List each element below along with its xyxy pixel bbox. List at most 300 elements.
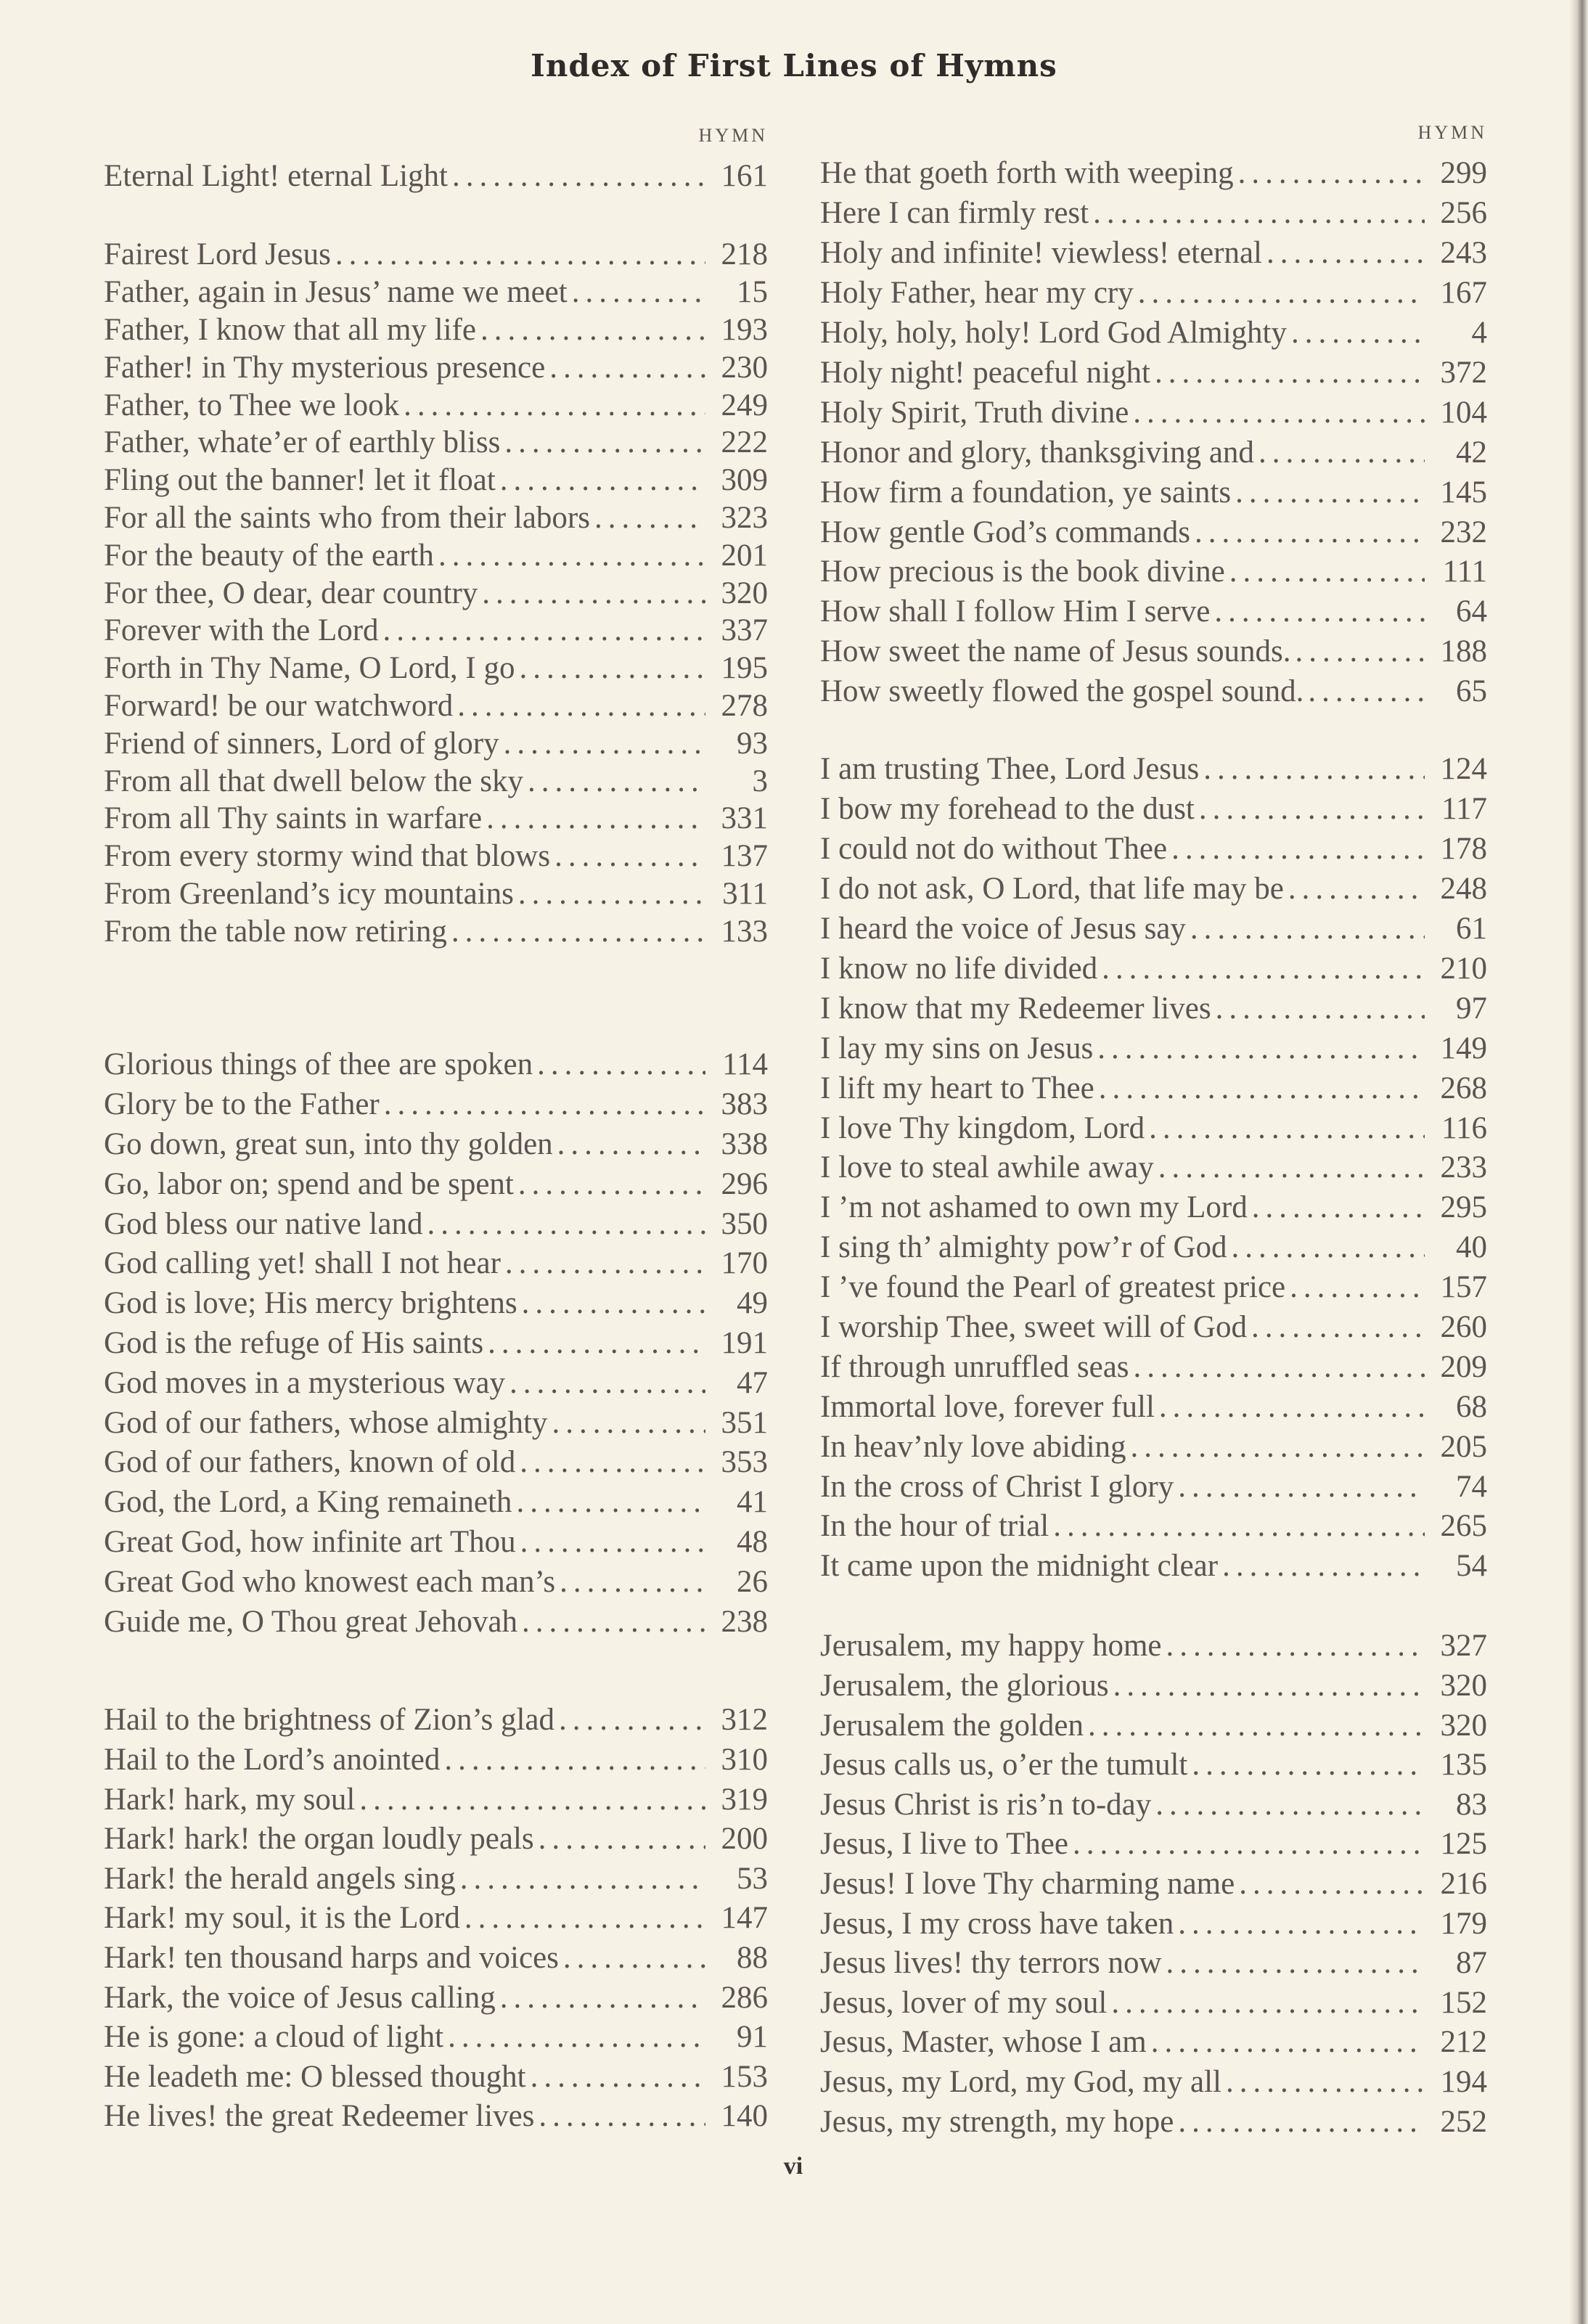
dot-leader bbox=[1109, 1668, 1425, 1703]
first-line: Glory be to the Father bbox=[104, 1087, 380, 1122]
first-line: Hark! my soul, it is the Lord bbox=[104, 1901, 460, 1936]
first-line: Jesus lives! thy terrors now bbox=[820, 1946, 1162, 1981]
index-entry bbox=[820, 1147, 1487, 1187]
index-entry bbox=[820, 512, 1487, 552]
hymn-number: 48 bbox=[737, 1525, 768, 1560]
hymn-number: 312 bbox=[721, 1703, 768, 1738]
index-entry bbox=[104, 1244, 768, 1284]
index-entry bbox=[820, 1546, 1487, 1586]
index-entry bbox=[820, 631, 1487, 671]
index-entry bbox=[820, 1307, 1487, 1347]
first-line: Jesus, Master, whose I am bbox=[820, 2025, 1147, 2060]
index-entry bbox=[104, 1522, 768, 1562]
first-line: God moves in a mysterious way bbox=[104, 1365, 505, 1400]
index-entry bbox=[104, 424, 768, 462]
dot-leader bbox=[1134, 275, 1425, 311]
hymn-number: 310 bbox=[721, 1743, 768, 1777]
index-entry bbox=[820, 1706, 1487, 1746]
first-line: Jesus, I live to Thee bbox=[820, 1827, 1068, 1862]
first-line: Immortal love, forever full bbox=[820, 1389, 1155, 1424]
index-entry bbox=[104, 875, 768, 913]
hymn-number: 140 bbox=[721, 2099, 768, 2134]
first-line: For all the saints who from their labors bbox=[104, 501, 590, 536]
dot-leader bbox=[547, 1405, 705, 1441]
first-line: Jesus Christ is ris’n to-day bbox=[820, 1787, 1152, 1822]
hymn-number: 41 bbox=[737, 1485, 768, 1520]
index-entry bbox=[820, 592, 1487, 631]
index-entry bbox=[104, 386, 768, 424]
dot-leader bbox=[514, 876, 705, 912]
dot-leader bbox=[515, 650, 706, 686]
hymn-number: 179 bbox=[1440, 1906, 1487, 1941]
hymn-number: 54 bbox=[1456, 1549, 1487, 1584]
hymn-number: 372 bbox=[1440, 355, 1487, 390]
dot-leader bbox=[559, 1940, 705, 1976]
dot-leader bbox=[399, 388, 705, 423]
dot-leader bbox=[1199, 751, 1425, 787]
hymn-number: 49 bbox=[737, 1286, 768, 1321]
hymn-number: 256 bbox=[1440, 196, 1487, 231]
index-entry bbox=[104, 612, 768, 650]
hymn-number: 216 bbox=[1440, 1867, 1487, 1902]
dot-leader bbox=[517, 1604, 705, 1640]
index-entry bbox=[820, 1028, 1487, 1068]
first-line: How sweet the name of Jesus sounds. bbox=[820, 634, 1291, 669]
hymn-number: 191 bbox=[721, 1326, 768, 1361]
index-entry bbox=[104, 1602, 768, 1642]
first-line: Jerusalem, my happy home bbox=[820, 1629, 1162, 1664]
index-entry bbox=[104, 1482, 768, 1522]
first-line: In the cross of Christ I glory bbox=[820, 1469, 1174, 1504]
hymn-number: 153 bbox=[721, 2059, 768, 2094]
first-line: In heav’nly love abiding bbox=[820, 1429, 1126, 1464]
first-line: From all that dwell below the sky bbox=[104, 764, 524, 798]
hymn-number: 167 bbox=[1440, 276, 1487, 311]
dot-leader bbox=[1187, 1747, 1425, 1783]
hymn-number: 320 bbox=[1440, 1669, 1487, 1703]
hymn-number: 311 bbox=[722, 877, 768, 912]
first-line: Holy and infinite! viewless! eternal bbox=[820, 236, 1262, 271]
page-edge bbox=[1569, 0, 1588, 2324]
hymn-number: 65 bbox=[1456, 674, 1487, 709]
first-line: God calling yet! shall I not hear bbox=[104, 1246, 501, 1281]
dot-leader bbox=[590, 500, 705, 536]
hymn-number: 265 bbox=[1440, 1509, 1487, 1544]
first-line: Jerusalem the golden bbox=[820, 1708, 1084, 1743]
index-entry bbox=[820, 671, 1487, 711]
hymn-number: 125 bbox=[1440, 1827, 1487, 1862]
dot-leader bbox=[1227, 1229, 1425, 1265]
hymn-number: 117 bbox=[1441, 792, 1487, 827]
first-line: I do not ask, O Lord, that life may be bbox=[820, 872, 1284, 907]
hymn-number: 309 bbox=[721, 463, 768, 498]
dot-leader bbox=[478, 576, 705, 611]
index-entry bbox=[820, 154, 1487, 194]
dot-leader bbox=[499, 726, 705, 761]
first-line: I ’ve found the Pearl of greatest price bbox=[820, 1270, 1286, 1305]
dot-leader bbox=[443, 2019, 705, 2055]
index-entry bbox=[104, 157, 768, 197]
index-entry bbox=[820, 1187, 1487, 1227]
first-line: Father, whate’er of earthly bliss bbox=[104, 425, 501, 460]
index-entry bbox=[820, 233, 1487, 273]
dot-leader bbox=[545, 350, 705, 385]
dot-leader bbox=[331, 237, 705, 272]
hymn-number: 249 bbox=[721, 388, 768, 422]
first-line: Forever with the Lord bbox=[104, 613, 379, 648]
index-entry bbox=[104, 1859, 768, 1899]
hymn-number: 170 bbox=[721, 1246, 768, 1281]
first-line: Holy, holy, holy! Lord God Almighty bbox=[820, 316, 1287, 351]
index-entry bbox=[820, 1227, 1487, 1267]
hymn-number: 286 bbox=[721, 1980, 768, 2015]
hymn-number: 353 bbox=[721, 1445, 768, 1480]
index-group-i bbox=[820, 750, 1487, 1587]
index-entry bbox=[104, 1283, 768, 1323]
dot-leader bbox=[526, 2059, 705, 2095]
index-entry bbox=[104, 2097, 768, 2137]
first-line: Hail to the Lord’s anointed bbox=[104, 1743, 441, 1777]
dot-leader bbox=[1303, 674, 1425, 709]
dot-leader bbox=[1068, 1826, 1425, 1862]
hymn-number: 233 bbox=[1440, 1150, 1487, 1185]
index-entry bbox=[820, 909, 1487, 949]
hymn-number: 111 bbox=[1442, 555, 1487, 589]
first-line: Jesus, my strength, my hope bbox=[820, 2104, 1174, 2139]
dot-leader bbox=[554, 1702, 705, 1738]
first-line: How precious is the book divine bbox=[820, 555, 1225, 589]
dot-leader bbox=[1097, 951, 1425, 986]
index-group-e bbox=[104, 157, 768, 197]
dot-leader bbox=[1235, 1866, 1425, 1902]
hymn-number: 319 bbox=[721, 1782, 768, 1817]
index-entry bbox=[820, 869, 1487, 909]
hymn-number: 232 bbox=[1440, 515, 1487, 549]
hymn-number: 331 bbox=[721, 801, 768, 836]
hymn-number: 205 bbox=[1440, 1429, 1487, 1464]
hymn-number: 68 bbox=[1456, 1389, 1487, 1424]
first-line: Jesus, lover of my soul bbox=[820, 1985, 1108, 2020]
hymn-number: 295 bbox=[1440, 1190, 1487, 1225]
first-line: I ’m not ashamed to own my Lord bbox=[820, 1190, 1248, 1225]
dot-leader bbox=[476, 312, 705, 348]
first-line: I lay my sins on Jesus bbox=[820, 1031, 1094, 1065]
dot-leader bbox=[514, 1166, 705, 1202]
first-line: Jerusalem, the glorious bbox=[820, 1669, 1109, 1703]
dot-leader bbox=[1210, 594, 1425, 629]
first-line: Fairest Lord Jesus bbox=[104, 237, 331, 272]
hymn-number: 383 bbox=[721, 1087, 768, 1122]
index-entry bbox=[104, 650, 768, 687]
first-line: Hark! ten thousand harps and voices bbox=[104, 1941, 559, 1976]
index-entry bbox=[104, 1363, 768, 1403]
first-line: Great God, how infinite art Thou bbox=[104, 1525, 516, 1560]
index-entry bbox=[104, 687, 768, 725]
dot-leader bbox=[1195, 791, 1425, 827]
dot-leader bbox=[1049, 1508, 1425, 1544]
index-entry bbox=[104, 1780, 768, 1820]
dot-leader bbox=[379, 613, 705, 648]
dot-leader bbox=[1093, 1031, 1425, 1066]
dot-leader bbox=[512, 1484, 705, 1520]
first-line: Forward! be our watchword bbox=[104, 689, 454, 724]
first-line: God of our fathers, known of old bbox=[104, 1445, 516, 1480]
index-entry bbox=[820, 1347, 1487, 1387]
first-line: Friend of sinners, Lord of glory bbox=[104, 726, 499, 761]
dot-leader bbox=[1129, 395, 1425, 430]
hymn-number: 114 bbox=[722, 1047, 768, 1082]
index-group-f bbox=[104, 236, 768, 950]
first-line: Holy Spirit, Truth divine bbox=[820, 395, 1129, 430]
index-group-h bbox=[104, 1701, 768, 2137]
index-entry bbox=[820, 1068, 1487, 1108]
first-line: I bow my forehead to the dust bbox=[820, 792, 1195, 827]
hymn-number: 53 bbox=[737, 1861, 768, 1896]
first-line: God of our fathers, whose almighty bbox=[104, 1405, 548, 1440]
hymn-number: 74 bbox=[1456, 1469, 1487, 1504]
hymn-number: 124 bbox=[1440, 752, 1487, 787]
hymn-number: 210 bbox=[1440, 951, 1487, 986]
dot-leader bbox=[1147, 2024, 1425, 2060]
index-entry bbox=[820, 1904, 1487, 1944]
index-entry bbox=[104, 574, 768, 612]
dot-leader bbox=[1190, 515, 1425, 550]
index-entry bbox=[820, 1108, 1487, 1148]
hymn-number: 47 bbox=[737, 1365, 768, 1400]
dot-leader bbox=[496, 462, 705, 498]
hymn-number: 97 bbox=[1456, 991, 1487, 1026]
index-entry bbox=[820, 313, 1487, 353]
first-line: God is love; His mercy brightens bbox=[104, 1286, 517, 1321]
index-entry bbox=[820, 1627, 1487, 1666]
dot-leader bbox=[1129, 1349, 1425, 1385]
first-line: Forth in Thy Name, O Lord, I go bbox=[104, 651, 515, 686]
hymn-number: 26 bbox=[737, 1564, 768, 1599]
index-entry bbox=[820, 2023, 1487, 2063]
index-entry bbox=[104, 1084, 768, 1124]
dot-leader bbox=[440, 1742, 705, 1777]
index-entry bbox=[820, 193, 1487, 233]
hymn-number: 149 bbox=[1440, 1031, 1487, 1065]
dot-leader bbox=[1150, 355, 1425, 390]
index-entry bbox=[104, 724, 768, 762]
dot-leader bbox=[501, 1245, 705, 1281]
hymn-number: 320 bbox=[721, 576, 768, 610]
dot-leader bbox=[1225, 554, 1425, 589]
hymn-number: 194 bbox=[1440, 2065, 1487, 2100]
dot-leader bbox=[460, 1900, 705, 1936]
hymn-number: 222 bbox=[721, 425, 768, 460]
hymn-number: 201 bbox=[721, 538, 768, 573]
first-line: Guide me, O Thou great Jehovah bbox=[104, 1604, 518, 1639]
index-entry bbox=[104, 499, 768, 537]
dot-leader bbox=[553, 1126, 705, 1162]
hymn-number: 116 bbox=[1441, 1110, 1487, 1145]
dot-leader bbox=[1107, 1985, 1425, 2021]
hymn-number: 238 bbox=[721, 1604, 768, 1639]
dot-leader bbox=[1248, 1190, 1425, 1225]
index-entry bbox=[104, 536, 768, 574]
first-line: I know no life divided bbox=[820, 951, 1098, 986]
hymn-number: 209 bbox=[1440, 1349, 1487, 1384]
hymn-number: 178 bbox=[1440, 832, 1487, 867]
first-line: I could not do without Thee bbox=[820, 832, 1168, 867]
hymn-number: 350 bbox=[721, 1206, 768, 1241]
index-entry bbox=[820, 1825, 1487, 1865]
first-line: He leadeth me: O blessed thought bbox=[104, 2059, 526, 2094]
dot-leader bbox=[1284, 871, 1425, 907]
hymn-number: 193 bbox=[721, 313, 768, 348]
index-entry bbox=[104, 462, 768, 499]
dot-leader bbox=[1126, 1429, 1425, 1465]
first-line: From Greenland’s icy mountains bbox=[104, 877, 514, 912]
index-entry bbox=[820, 273, 1487, 313]
first-line: I worship Thee, sweet will of God bbox=[820, 1309, 1247, 1344]
first-line: Here I can firmly rest bbox=[820, 196, 1089, 231]
dot-leader bbox=[380, 1087, 705, 1122]
first-line: He that goeth forth with weeping bbox=[820, 156, 1234, 191]
first-line: God, the Lord, a King remaineth bbox=[104, 1485, 512, 1520]
first-line: He lives! the great Redeemer lives bbox=[104, 2099, 535, 2134]
hymn-number: 161 bbox=[721, 159, 768, 194]
first-line: Go, labor on; spend and be spent bbox=[104, 1166, 514, 1201]
dot-leader bbox=[1084, 1708, 1425, 1743]
hymn-number: 15 bbox=[737, 275, 768, 310]
index-entry bbox=[820, 1864, 1487, 1904]
index-entry bbox=[820, 1983, 1487, 2023]
first-line: From all Thy saints in warfare bbox=[104, 801, 483, 836]
first-line: Hark! hark! the organ loudly peals bbox=[104, 1822, 534, 1857]
hymn-number: 337 bbox=[721, 613, 768, 648]
first-line: Great God who knowest each man’s bbox=[104, 1564, 556, 1599]
hymn-number: 252 bbox=[1440, 2104, 1487, 2139]
index-entry bbox=[820, 949, 1487, 989]
first-line: Jesus, my Lord, my God, my all bbox=[820, 2065, 1221, 2100]
dot-leader bbox=[496, 1980, 705, 2016]
index-entry bbox=[820, 989, 1487, 1028]
first-line: How firm a foundation, ye saints bbox=[820, 475, 1232, 510]
dot-leader bbox=[1218, 1548, 1425, 1584]
dot-leader bbox=[1254, 435, 1425, 470]
dot-leader bbox=[453, 688, 705, 724]
index-entry bbox=[104, 2017, 768, 2057]
index-entry bbox=[820, 2062, 1487, 2102]
dot-leader bbox=[550, 838, 705, 874]
dot-leader bbox=[448, 158, 705, 194]
index-entry bbox=[820, 433, 1487, 472]
index-group-g bbox=[104, 1045, 768, 1642]
dot-leader bbox=[505, 1365, 705, 1401]
hymn-column-header-right: HYMN bbox=[1417, 122, 1487, 143]
dot-leader bbox=[1174, 1469, 1425, 1505]
dot-leader bbox=[517, 1285, 705, 1321]
first-line: From every stormy wind that blows bbox=[104, 839, 551, 874]
dot-leader bbox=[568, 274, 705, 310]
hymn-number: 195 bbox=[721, 651, 768, 686]
dot-leader bbox=[1291, 634, 1425, 669]
dot-leader bbox=[1234, 155, 1425, 191]
hymn-number: 230 bbox=[721, 350, 768, 385]
index-entry bbox=[104, 1443, 768, 1483]
first-line: Hark! hark, my soul bbox=[104, 1782, 356, 1817]
index-entry bbox=[104, 800, 768, 838]
dot-leader bbox=[1174, 2104, 1425, 2140]
dot-leader bbox=[1285, 1269, 1425, 1305]
hymn-number: 4 bbox=[1471, 316, 1487, 351]
first-line: Holy Father, hear my cry bbox=[820, 276, 1134, 311]
dot-leader bbox=[1162, 1628, 1425, 1664]
hymn-number: 157 bbox=[1440, 1270, 1487, 1305]
dot-leader bbox=[1186, 911, 1425, 946]
index-entry bbox=[104, 1323, 768, 1363]
first-line: Father, again in Jesus’ name we meet bbox=[104, 275, 568, 310]
dot-leader bbox=[523, 764, 705, 799]
index-entry bbox=[820, 353, 1487, 393]
first-line: Father, I know that all my life bbox=[104, 313, 476, 348]
hymn-number: 296 bbox=[721, 1166, 768, 1201]
index-entry bbox=[104, 274, 768, 311]
index-entry bbox=[104, 311, 768, 349]
first-line: Go down, great sun, into thy golden bbox=[104, 1127, 553, 1162]
first-line: Hark! the herald angels sing bbox=[104, 1861, 456, 1896]
index-entry bbox=[104, 1204, 768, 1244]
hymn-number: 133 bbox=[721, 914, 768, 949]
hymn-number: 218 bbox=[721, 237, 768, 272]
index-entry bbox=[820, 1666, 1487, 1706]
hymn-number: 87 bbox=[1456, 1946, 1487, 1981]
dot-leader bbox=[1089, 195, 1425, 231]
hymn-number: 61 bbox=[1456, 912, 1487, 946]
dot-leader bbox=[1174, 1906, 1425, 1942]
first-line: God is the refuge of His saints bbox=[104, 1326, 484, 1361]
first-line: In the hour of trial bbox=[820, 1509, 1049, 1544]
first-line: Holy night! peaceful night bbox=[820, 355, 1150, 390]
page-number: vi bbox=[783, 2153, 803, 2180]
first-line: Hail to the brightness of Zion’s glad bbox=[104, 1703, 555, 1738]
first-line: Eternal Light! eternal Light bbox=[104, 159, 449, 194]
index-entry bbox=[820, 393, 1487, 433]
first-line: Honor and glory, thanksgiving and bbox=[820, 435, 1254, 470]
dot-leader bbox=[1231, 475, 1425, 510]
dot-leader bbox=[456, 1861, 705, 1897]
dot-leader bbox=[534, 2098, 705, 2134]
first-line: Father, to Thee we look bbox=[104, 388, 400, 422]
index-entry bbox=[104, 236, 768, 274]
index-entry bbox=[104, 1938, 768, 1978]
dot-leader bbox=[447, 914, 705, 949]
dot-leader bbox=[515, 1444, 705, 1480]
index-group-j bbox=[820, 1627, 1487, 2142]
index-entry bbox=[820, 1267, 1487, 1307]
hymn-number: 137 bbox=[721, 839, 768, 874]
index-entry bbox=[104, 1701, 768, 1740]
hymn-number: 88 bbox=[737, 1941, 768, 1976]
index-entry bbox=[820, 1467, 1487, 1507]
index-entry bbox=[104, 1819, 768, 1859]
hymn-number: 278 bbox=[721, 689, 768, 724]
dot-leader bbox=[1262, 235, 1425, 271]
hymn-number: 42 bbox=[1456, 435, 1487, 470]
index-entry bbox=[820, 1745, 1487, 1785]
index-entry bbox=[104, 838, 768, 875]
index-entry bbox=[820, 1506, 1487, 1546]
first-line: It came upon the midnight clear bbox=[820, 1549, 1219, 1584]
hymn-number: 40 bbox=[1456, 1230, 1487, 1265]
hymn-number: 188 bbox=[1440, 634, 1487, 669]
hymn-number: 351 bbox=[721, 1405, 768, 1440]
dot-leader bbox=[1094, 1071, 1425, 1106]
first-line: Jesus, I my cross have taken bbox=[820, 1906, 1174, 1941]
